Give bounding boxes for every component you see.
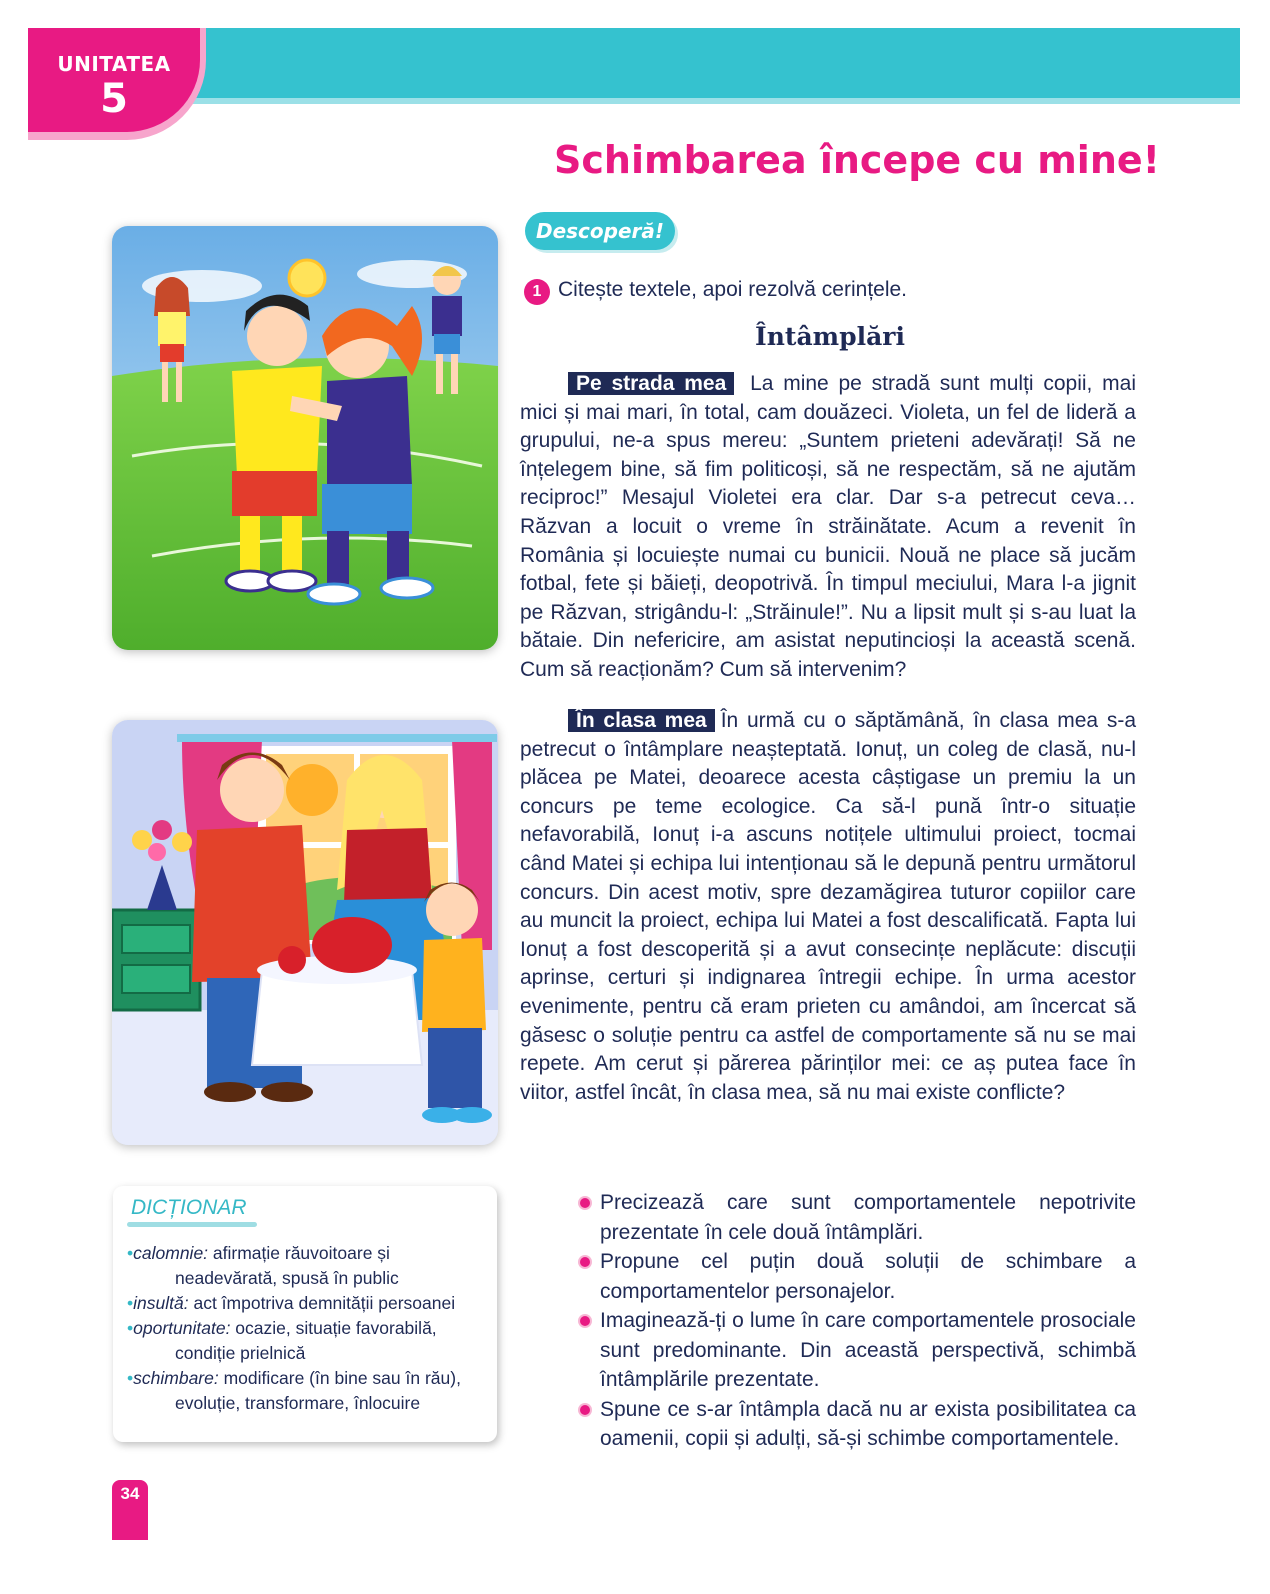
dictionary-box <box>113 1186 497 1442</box>
dictionary-title: DICȚIONAR <box>131 1196 247 1219</box>
requirements-list <box>580 1188 1136 1454</box>
story-title: Întâmplări <box>755 322 905 351</box>
story-classroom <box>520 707 1136 1107</box>
requirement-text: Imaginează-ți o lume în care comportamentele prosociale sunt predominante. Din această perspectivă, schimbă întâmplările prezentate. <box>600 1309 1136 1391</box>
bullet-icon <box>580 1257 590 1267</box>
dictionary-item <box>127 1316 483 1366</box>
list-item <box>580 1395 1136 1454</box>
list-item <box>580 1306 1136 1395</box>
dictionary-term: schimbare: <box>133 1368 219 1388</box>
dictionary-term: oportunitate: <box>133 1318 231 1338</box>
dictionary-definition: ocazie, situație favorabilă, condiție prielnică <box>175 1318 437 1363</box>
task-text: Citește textele, apoi rezolvă cerințele. <box>558 278 908 301</box>
requirement-text: Propune cel puțin două soluții de schimbare a comportamentelor personajelor. <box>600 1250 1136 1303</box>
playground-image <box>112 226 498 650</box>
dictionary-item <box>127 1291 483 1316</box>
bullet-icon <box>580 1198 590 1208</box>
bullet-icon: • <box>127 1368 134 1388</box>
unit-badge <box>28 28 206 140</box>
page-title: Schimbarea începe cu mine! <box>554 138 1160 182</box>
requirement-text: Spune ce s-ar întâmpla dacă nu ar exista posibilitatea ca oamenii, copii și adulți, să-și schimbe comportamentele. <box>600 1397 1136 1450</box>
page-number: 34 <box>112 1480 148 1540</box>
list-item <box>580 1188 1136 1247</box>
family-home-image <box>112 720 498 1145</box>
requirement-text: Precizează care sunt comportamentele nepotrivite prezentate în cele două întâmplări. <box>600 1191 1136 1244</box>
dictionary-term: calomnie: <box>133 1243 209 1263</box>
header-band <box>140 28 1240 104</box>
story-text: În urmă cu o săptămână, în clasa mea s-a petrecut o întâmplare neașteptată. Ionuț, un coleg de clasă, nu-l plăcea pe Matei, deoarece acesta câștigase un premiu la un concurs pe teme ecologice. Ca să-l pună într-o situație nefavorabilă, Ionuț i-a ascuns notițele ultimului proiect, tocmai când Matei și echipa lui intenționau să le depună pentru următorul concurs. Din acest motiv, spre dezamăgirea tuturor copiilor care au muncit la proiect, echipa lui Matei a fost descalificată. Fapta lui Ionuț a fost descoperită și a avut consecințe neplăcute: discuții aprinse, certuri și indignarea întregii echipe. În urma acestor evenimente, pentru că eram prieten cu amândoi, am încercat să găsesc o soluție pentru ca astfel de comportamente să nu se mai repete. Am cerut și părerea părinților mei: ce aș putea face în viitor, astfel încât, în clasa mea, să nu mai existe conflicte? <box>520 709 1136 1104</box>
discover-tag: Descoperă! <box>525 212 675 250</box>
dictionary-definition: act împotriva demnității persoanei <box>188 1293 456 1313</box>
dictionary-underline <box>127 1222 257 1227</box>
list-item <box>580 1247 1136 1306</box>
dictionary-definition: modificare (în bine sau în rău), evoluție, transformare, înlocuire <box>175 1368 461 1413</box>
dictionary-item <box>127 1366 483 1416</box>
story-label: Pe strada mea <box>568 372 734 395</box>
bullet-icon <box>580 1405 590 1415</box>
story-street <box>520 370 1136 685</box>
story-text: La mine pe stradă sunt mulți copii, mai mici și mai mari, în total, cam douăzeci. Violeta, un fel de lideră a grupului, ne-a spus mereu: „Suntem prieteni adevărați! Să ne înțelegem bine, să fim politicoși, să ne respectăm, să ne ajutăm reciproc!” Mesajul Violetei era clar. Dar s-a petrecut ceva… Răzvan a locuit o vreme în străinătate. Acum a revenit în România și locuiește numai cu bunicii. Nouă ne place să jucăm fotbal, fete și băieți, deopotrivă. În timpul meciului, Mara l-a jignit pe Răzvan, strigându-l: „Străinule!”. Nu a lipsit mult și s-au luat la bătaie. Din nefericire, am asistat neputincioși la această scenă. Cum să reacționăm? Cum să intervenim? <box>520 372 1136 681</box>
bullet-icon: • <box>127 1293 134 1313</box>
story-label: În clasa mea <box>568 709 715 732</box>
bullet-icon: • <box>127 1243 134 1263</box>
illustration-family-home <box>112 720 498 1145</box>
bullet-icon <box>580 1316 590 1326</box>
task-number: 1 <box>524 279 550 305</box>
unit-number: 5 <box>100 76 128 122</box>
bullet-icon: • <box>127 1318 134 1338</box>
dictionary-item <box>127 1241 483 1291</box>
dictionary-definition: afirmație răuvoitoare și neadevărată, spusă în public <box>175 1243 399 1288</box>
task-instruction <box>524 278 907 305</box>
illustration-playground <box>112 226 498 650</box>
dictionary-term: insultă: <box>133 1293 189 1313</box>
unit-label: UNITATEA <box>57 52 171 76</box>
